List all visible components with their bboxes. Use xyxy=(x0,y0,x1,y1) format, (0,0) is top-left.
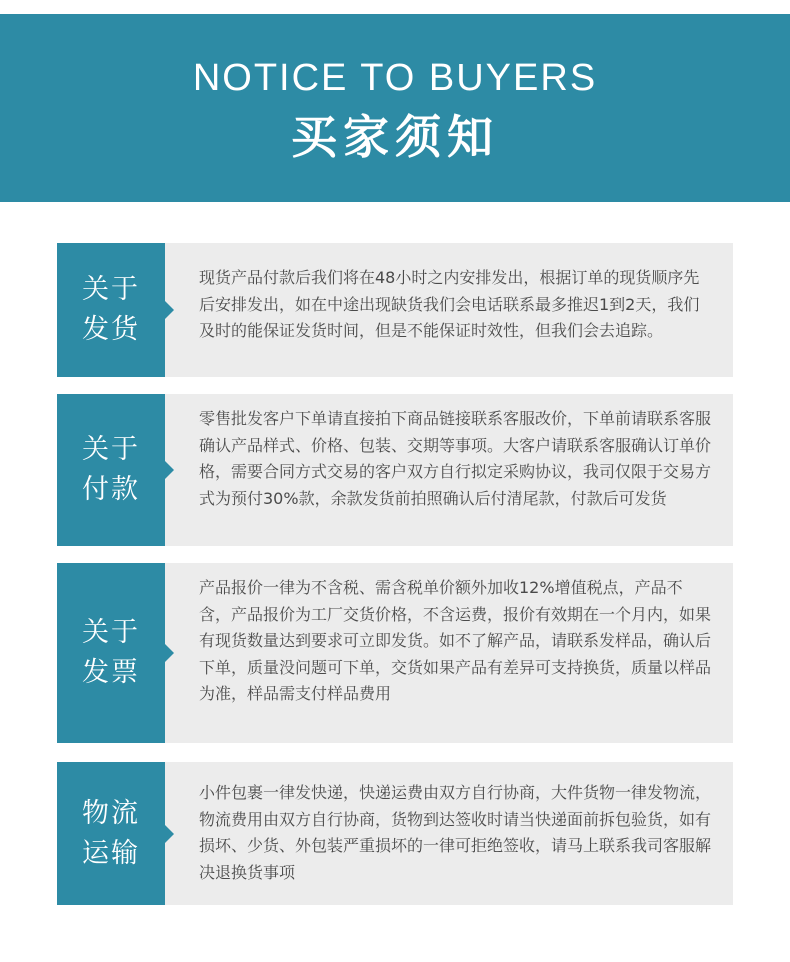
header-title-en: NOTICE TO BUYERS xyxy=(192,57,598,99)
section-body-text: 现货产品付款后我们将在48小时之内安排发出，根据订单的现货顺序先后安排发出，如在中途出现缺货我们会电话联系最多推迟1到2天，我们及时的能保证发货时间，但是不能保证时效性，但我们会去追踪。 xyxy=(199,268,700,340)
section-logistics xyxy=(57,762,733,905)
section-shipping xyxy=(57,243,733,377)
section-body-text: 零售批发客户下单请直接拍下商品链接联系客服改价，下单前请联系客服确认产品样式、价格、包装、交期等事项。大客户请联系客服确认订单价格，需要合同方式交易的客户双方自行拟定采购协议，我司仅限于交易方式为预付30%款，余款发货前拍照确认后付清尾款，付款后可发货 xyxy=(199,409,712,508)
section-tag xyxy=(57,394,165,546)
tag-arrow-icon xyxy=(165,301,174,319)
section-tag-label: 关于发货 xyxy=(82,274,140,345)
section-tag xyxy=(57,563,165,743)
section-body-text: 产品报价一律为不含税、需含税单价额外加收12%增值税点，产品不含，产品报价为工厂交货价格，不含运费，报价有效期在一个月内，如果有现货数量达到要求可立即发货。如不了解产品，请联系发样品，确认后下单，质量没问题可下单，交货如果产品有差异可支持换货，质量以样品为准，样品需支付样品费用 xyxy=(199,578,712,703)
section-body-text: 小件包裹一律发快递，快递运费由双方自行协商，大件货物一律发物流，物流费用由双方自行协商，货物到达签收时请当快递面前拆包验货，如有损坏、少货、外包装严重损坏的一律可拒绝签收，请马上联系我司客服解决退换货事项 xyxy=(199,783,712,882)
tag-arrow-icon xyxy=(165,825,174,843)
tag-arrow-icon xyxy=(165,461,174,479)
section-tag-label: 关于付款 xyxy=(82,434,140,505)
section-tag-label: 物流运输 xyxy=(82,797,140,869)
header-title-zh: 买家须知 xyxy=(291,110,499,164)
section-payment xyxy=(57,394,733,546)
section-invoice xyxy=(57,563,733,743)
notice-header xyxy=(0,14,790,202)
section-tag xyxy=(57,243,165,377)
section-tag xyxy=(57,762,165,905)
tag-arrow-icon xyxy=(165,644,174,662)
section-tag-label: 关于发票 xyxy=(82,617,140,688)
